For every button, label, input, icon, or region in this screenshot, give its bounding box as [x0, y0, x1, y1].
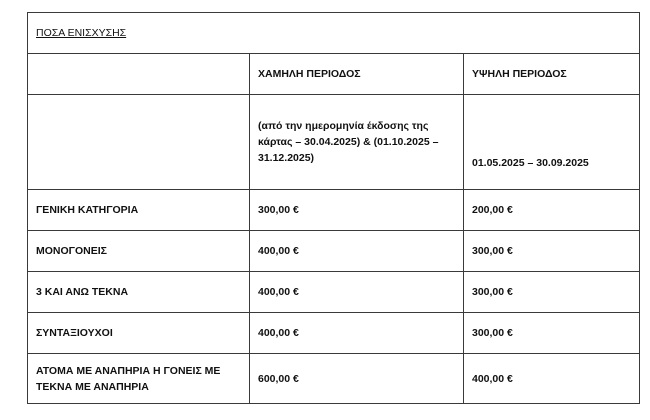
- low-period-dates: (από την ημερομηνία έκδοσης της κάρτας – 30.04.2025) & (01.10.2025 – 31.12.2025): [250, 95, 464, 190]
- table-row: [28, 354, 640, 404]
- support-amounts-table: [27, 12, 640, 404]
- period-dates-row: [28, 95, 640, 190]
- row-category: ΣΥΝΤΑΞΙΟΥΧΟΙ: [28, 313, 250, 354]
- row-low-amount: 600,00 €: [250, 354, 464, 404]
- row-high-amount: 300,00 €: [464, 313, 640, 354]
- high-period-dates: 01.05.2025 – 30.09.2025: [464, 95, 640, 190]
- row-high-amount: 300,00 €: [464, 272, 640, 313]
- period-empty-cell: [28, 95, 250, 190]
- table-title-row: [28, 13, 640, 54]
- row-high-amount: 400,00 €: [464, 354, 640, 404]
- row-category: ΜΟΝΟΓΟΝΕΙΣ: [28, 231, 250, 272]
- header-row: [28, 54, 640, 95]
- header-low-period: ΧΑΜΗΛΗ ΠΕΡΙΟΔΟΣ: [250, 54, 464, 95]
- header-high-period: ΥΨΗΛΗ ΠΕΡΙΟΔΟΣ: [464, 54, 640, 95]
- table-row: [28, 313, 640, 354]
- table-title: ΠΟΣΑ ΕΝΙΣΧΥΣΗΣ: [28, 13, 640, 54]
- row-category: ΓΕΝΙΚΗ ΚΑΤΗΓΟΡΙΑ: [28, 190, 250, 231]
- row-low-amount: 400,00 €: [250, 313, 464, 354]
- row-high-amount: 200,00 €: [464, 190, 640, 231]
- row-category: 3 ΚΑΙ ΑΝΩ ΤΕΚΝΑ: [28, 272, 250, 313]
- row-low-amount: 300,00 €: [250, 190, 464, 231]
- row-category: ΑΤΟΜΑ ΜΕ ΑΝΑΠΗΡΙΑ Η ΓΟΝΕΙΣ ΜΕ ΤΕΚΝΑ ΜΕ ΑΝΑΠΗΡΙΑ: [28, 354, 250, 404]
- row-low-amount: 400,00 €: [250, 272, 464, 313]
- table-row: [28, 190, 640, 231]
- table-row: [28, 231, 640, 272]
- row-high-amount: 300,00 €: [464, 231, 640, 272]
- header-empty-cell: [28, 54, 250, 95]
- table-row: [28, 272, 640, 313]
- row-low-amount: 400,00 €: [250, 231, 464, 272]
